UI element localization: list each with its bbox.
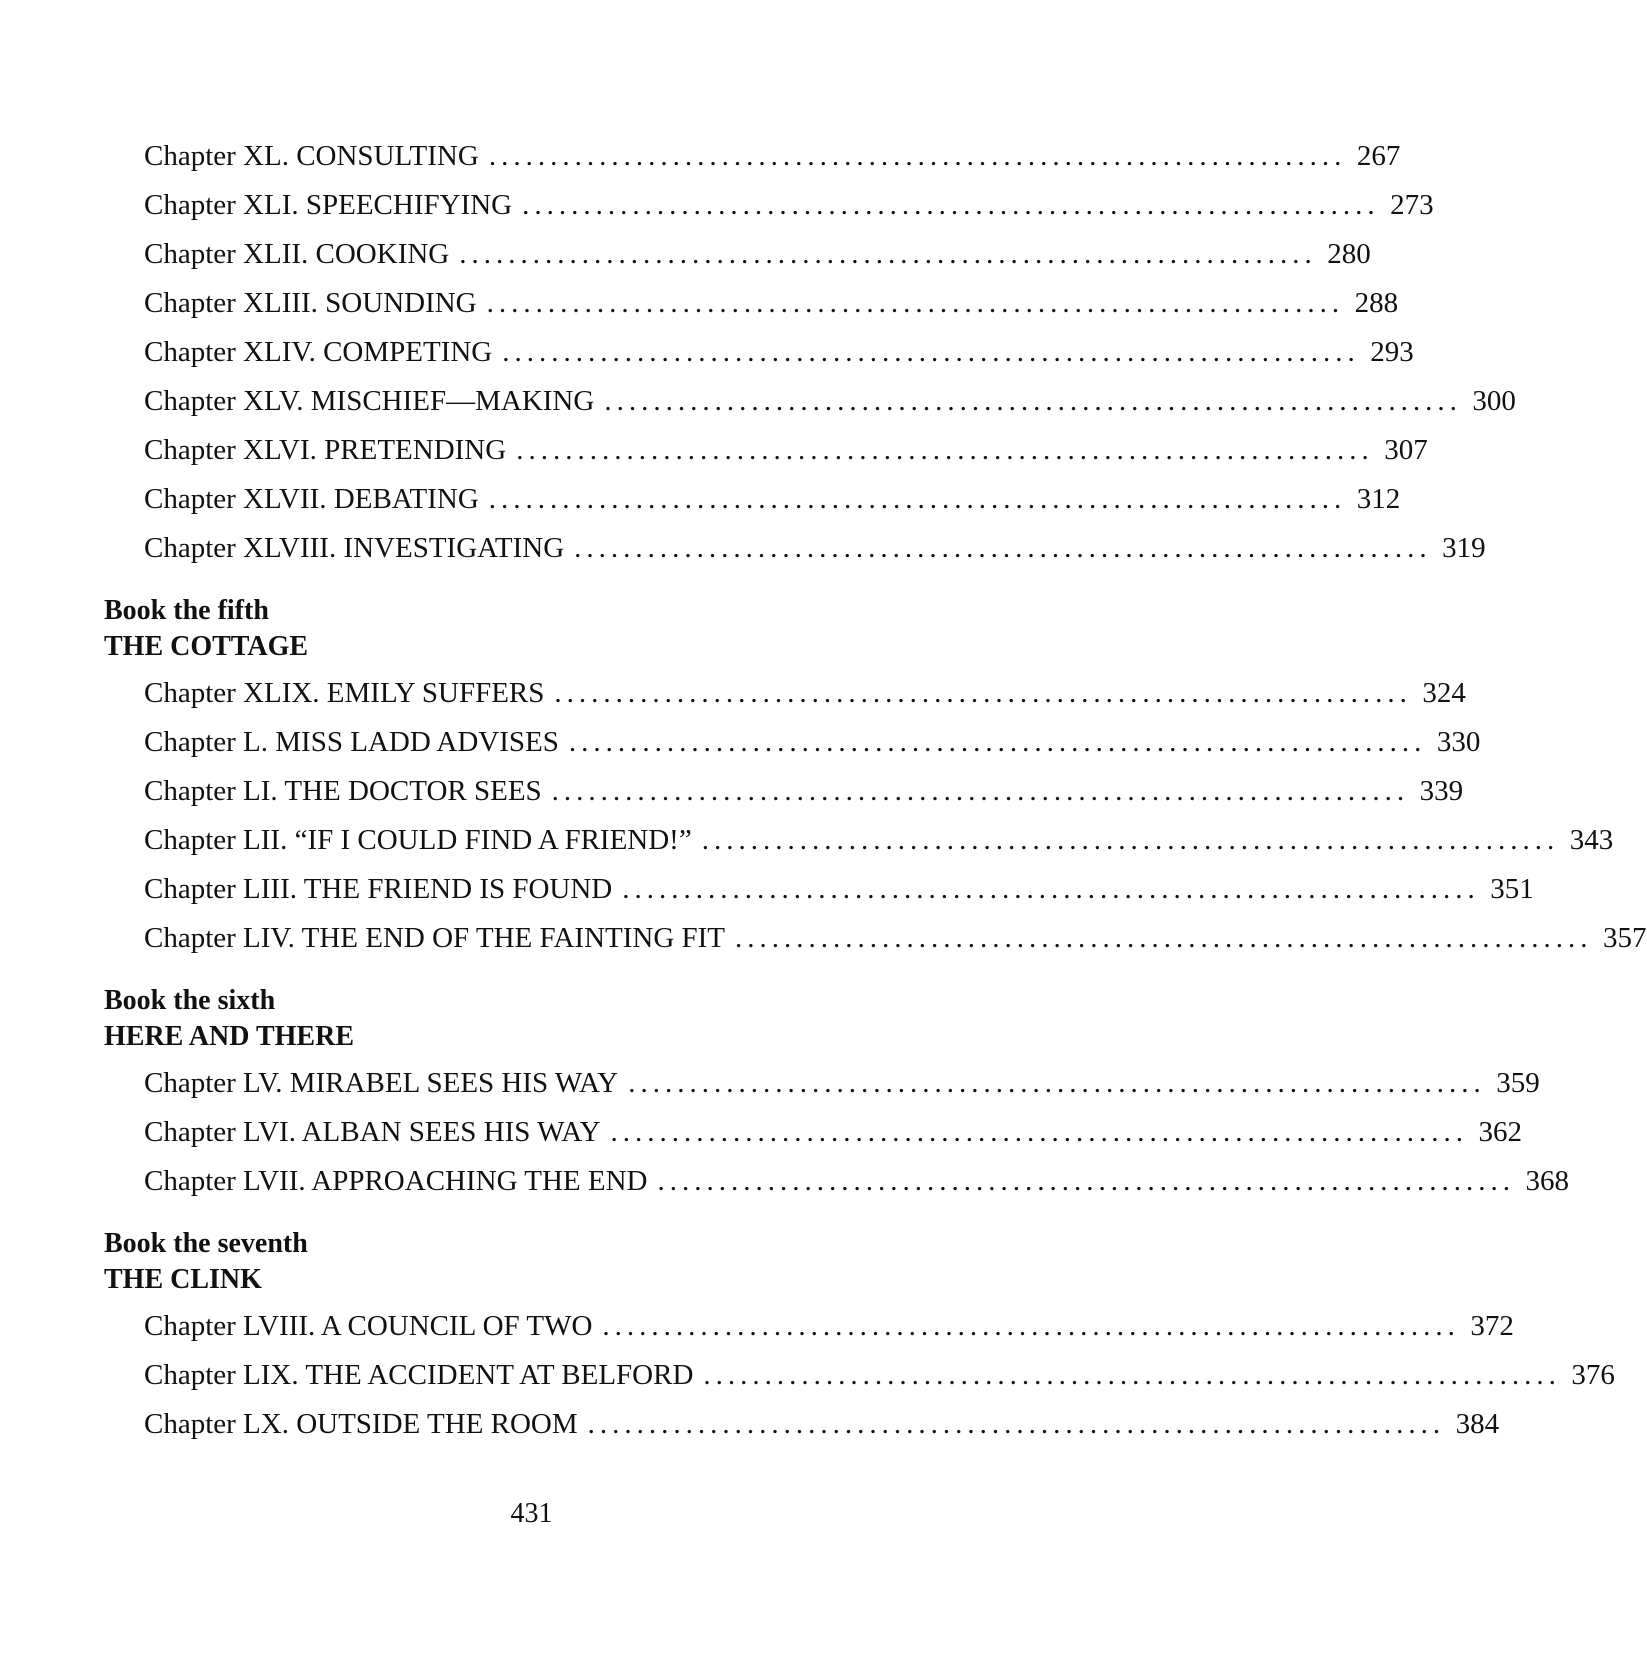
chapter-list-book-four-continued <box>104 132 1516 573</box>
dot-leader: ...................................................................... <box>628 1067 1486 1099</box>
book-title: HERE AND THERE <box>104 1021 354 1052</box>
dot-leader: ...................................................................... <box>522 189 1380 221</box>
dot-leader: ...................................................................... <box>486 287 1345 319</box>
toc-entry[interactable] <box>104 377 1516 426</box>
chapter-page-number: 293 <box>1370 336 1414 368</box>
dot-leader: ...................................................................... <box>459 238 1317 270</box>
book-title: THE COTTAGE <box>104 631 309 662</box>
chapter-title: Chapter LX. OUTSIDE THE ROOM <box>144 1408 578 1440</box>
dot-leader: ...................................................................... <box>551 775 1410 807</box>
toc-entry[interactable] <box>104 816 1614 865</box>
toc-entry[interactable] <box>104 1351 1615 1400</box>
toc-entry[interactable] <box>104 279 1399 328</box>
chapter-title: Chapter LIX. THE ACCIDENT AT BELFORD <box>144 1359 694 1391</box>
chapter-page-number: 339 <box>1419 775 1464 807</box>
chapter-title: Chapter XLIII. SOUNDING <box>144 287 477 319</box>
dot-leader: ...................................................................... <box>502 336 1360 368</box>
dot-leader: ...................................................................... <box>604 385 1462 417</box>
chapter-title: Chapter XLV. MISCHIEF—MAKING <box>144 385 595 417</box>
toc-entry[interactable] <box>104 132 1401 181</box>
chapter-page-number: 312 <box>1356 483 1401 515</box>
chapter-page-number: 372 <box>1470 1310 1514 1342</box>
chapter-title: Chapter XLII. COOKING <box>144 238 450 270</box>
book-heading-seventh <box>104 1226 894 1298</box>
dot-leader: ...................................................................... <box>735 922 1593 954</box>
toc-entry[interactable] <box>104 865 1534 914</box>
chapter-page-number: 330 <box>1436 726 1481 758</box>
page-number: 431 <box>510 1498 553 1529</box>
chapter-title: Chapter LVII. APPROACHING THE END <box>144 1165 648 1197</box>
toc-entry[interactable] <box>104 1059 1540 1108</box>
toc-entry[interactable] <box>104 1302 1514 1351</box>
chapter-page-number: 362 <box>1478 1116 1523 1148</box>
chapter-title: Chapter XLVI. PRETENDING <box>144 434 507 466</box>
toc-entry[interactable] <box>104 767 1464 816</box>
book-label: Book the sixth <box>104 985 276 1016</box>
chapter-page-number: 288 <box>1354 287 1399 319</box>
chapter-page-number: 357 <box>1603 922 1647 954</box>
dot-leader: ...................................................................... <box>622 873 1480 905</box>
chapter-title: Chapter LVI. ALBAN SEES HIS WAY <box>144 1116 601 1148</box>
book-heading-fifth <box>104 593 894 665</box>
chapter-title: Chapter LI. THE DOCTOR SEES <box>144 775 542 807</box>
toc-entry[interactable] <box>104 426 1428 475</box>
dot-leader: ...................................................................... <box>488 140 1347 172</box>
chapter-page-number: 368 <box>1525 1165 1569 1197</box>
chapter-title: Chapter XLIV. COMPETING <box>144 336 493 368</box>
toc-entry[interactable] <box>104 328 1414 377</box>
chapter-list-book-fifth <box>104 669 1647 963</box>
chapter-page-number: 307 <box>1384 434 1428 466</box>
toc-entry[interactable] <box>104 181 1434 230</box>
chapter-page-number: 324 <box>1422 677 1466 709</box>
chapter-page-number: 376 <box>1571 1359 1615 1391</box>
chapter-title: Chapter LV. MIRABEL SEES HIS WAY <box>144 1067 619 1099</box>
chapter-title: Chapter XLI. SPEECHIFYING <box>144 189 513 221</box>
book-title: THE CLINK <box>104 1264 262 1295</box>
chapter-page-number: 343 <box>1569 824 1614 856</box>
chapter-page-number: 384 <box>1455 1408 1500 1440</box>
dot-leader: ...................................................................... <box>587 1408 1446 1440</box>
table-of-contents <box>104 132 1647 1449</box>
chapter-page-number: 300 <box>1472 385 1516 417</box>
chapter-title: Chapter L. MISS LADD ADVISES <box>144 726 559 758</box>
book-label: Book the fifth <box>104 595 269 626</box>
chapter-title: Chapter LIII. THE FRIEND IS FOUND <box>144 873 613 905</box>
chapter-title: Chapter XL. CONSULTING <box>144 140 479 172</box>
chapter-title: Chapter LVIII. A COUNCIL OF TWO <box>144 1310 593 1342</box>
chapter-list-book-sixth <box>104 1059 1569 1206</box>
dot-leader: ...................................................................... <box>703 1359 1561 1391</box>
chapter-title: Chapter LII. “IF I COULD FIND A FRIEND!” <box>144 824 692 856</box>
dot-leader: ...................................................................... <box>516 434 1374 466</box>
toc-entry[interactable] <box>104 524 1486 573</box>
chapter-page-number: 267 <box>1356 140 1401 172</box>
book-label: Book the seventh <box>104 1228 308 1259</box>
toc-entry[interactable] <box>104 1157 1569 1206</box>
toc-entry[interactable] <box>104 914 1647 963</box>
toc-entry[interactable] <box>104 669 1466 718</box>
dot-leader: ...................................................................... <box>574 532 1432 564</box>
dot-leader: ...................................................................... <box>488 483 1347 515</box>
chapter-title: Chapter XLVII. DEBATING <box>144 483 479 515</box>
dot-leader: ...................................................................... <box>701 824 1560 856</box>
chapter-page-number: 319 <box>1442 532 1486 564</box>
chapter-page-number: 351 <box>1490 873 1534 905</box>
dot-leader: ...................................................................... <box>610 1116 1469 1148</box>
toc-entry[interactable] <box>104 1108 1523 1157</box>
dot-leader: ...................................................................... <box>568 726 1427 758</box>
chapter-title: Chapter XLIX. EMILY SUFFERS <box>144 677 545 709</box>
chapter-page-number: 359 <box>1496 1067 1540 1099</box>
toc-entry[interactable] <box>104 1400 1500 1449</box>
chapter-list-book-seventh <box>104 1302 1615 1449</box>
book-heading-sixth <box>104 983 894 1055</box>
toc-entry[interactable] <box>104 230 1371 279</box>
chapter-page-number: 280 <box>1327 238 1371 270</box>
dot-leader: ...................................................................... <box>554 677 1412 709</box>
toc-entry[interactable] <box>104 475 1401 524</box>
dot-leader: ...................................................................... <box>657 1165 1515 1197</box>
chapter-page-number: 273 <box>1390 189 1434 221</box>
toc-entry[interactable] <box>104 718 1481 767</box>
dot-leader: ...................................................................... <box>602 1310 1460 1342</box>
chapter-title: Chapter LIV. THE END OF THE FAINTING FIT <box>144 922 726 954</box>
chapter-title: Chapter XLVIII. INVESTIGATING <box>144 532 565 564</box>
